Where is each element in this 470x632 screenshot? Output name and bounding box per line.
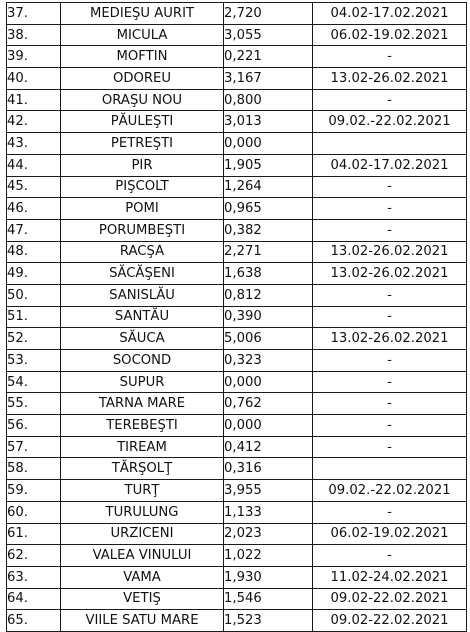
row-number-cell: 57.: [7, 436, 61, 458]
locality-name-cell: VAMA: [61, 566, 224, 588]
period-cell: -: [313, 284, 467, 306]
table-row: [7, 89, 467, 111]
table-row: [7, 306, 467, 328]
period-cell: 13.02-26.02.2021: [313, 328, 467, 350]
locality-name-cell: MOFTIN: [61, 46, 224, 68]
period-cell: -: [313, 545, 467, 567]
value-cell: 3,955: [224, 480, 313, 502]
period-cell: [313, 458, 467, 480]
locality-name-cell: PIŞCOLT: [61, 176, 224, 198]
row-number-cell: 46.: [7, 198, 61, 220]
table-row: [7, 393, 467, 415]
localities-table: [6, 2, 467, 632]
period-cell: -: [313, 219, 467, 241]
locality-name-cell: TIREAM: [61, 436, 224, 458]
table-row: [7, 3, 467, 25]
value-cell: 0,412: [224, 436, 313, 458]
locality-name-cell: RACŞA: [61, 241, 224, 263]
table-row: [7, 46, 467, 68]
locality-name-cell: SĂUCA: [61, 328, 224, 350]
value-cell: 2,271: [224, 241, 313, 263]
value-cell: 0,965: [224, 198, 313, 220]
locality-name-cell: PIR: [61, 154, 224, 176]
period-cell: 13.02-26.02.2021: [313, 241, 467, 263]
value-cell: 1,264: [224, 176, 313, 198]
locality-name-cell: PORUMBEŞTI: [61, 219, 224, 241]
row-number-cell: 59.: [7, 480, 61, 502]
table-row: [7, 545, 467, 567]
value-cell: 0,316: [224, 458, 313, 480]
value-cell: 5,006: [224, 328, 313, 350]
locality-name-cell: URZICENI: [61, 523, 224, 545]
row-number-cell: 38.: [7, 24, 61, 46]
row-number-cell: 52.: [7, 328, 61, 350]
table-row: [7, 480, 467, 502]
row-number-cell: 53.: [7, 350, 61, 372]
table-body: [7, 3, 467, 632]
value-cell: 0,390: [224, 306, 313, 328]
table-row: [7, 219, 467, 241]
table-row: [7, 24, 467, 46]
period-cell: 11.02-24.02.2021: [313, 566, 467, 588]
locality-name-cell: TURŢ: [61, 480, 224, 502]
table-row: [7, 371, 467, 393]
table-row: [7, 133, 467, 155]
period-cell: 09.02.-22.02.2021: [313, 480, 467, 502]
row-number-cell: 37.: [7, 3, 61, 25]
locality-name-cell: VETIŞ: [61, 588, 224, 610]
locality-name-cell: SANISLĂU: [61, 284, 224, 306]
row-number-cell: 58.: [7, 458, 61, 480]
value-cell: 0,762: [224, 393, 313, 415]
row-number-cell: 54.: [7, 371, 61, 393]
period-cell: -: [313, 198, 467, 220]
value-cell: 0,812: [224, 284, 313, 306]
value-cell: 0,221: [224, 46, 313, 68]
value-cell: 1,523: [224, 610, 313, 632]
table-row: [7, 566, 467, 588]
value-cell: 1,638: [224, 263, 313, 285]
table-row: [7, 241, 467, 263]
locality-name-cell: SOCOND: [61, 350, 224, 372]
row-number-cell: 60.: [7, 501, 61, 523]
row-number-cell: 45.: [7, 176, 61, 198]
locality-name-cell: SANTĂU: [61, 306, 224, 328]
value-cell: 1,930: [224, 566, 313, 588]
row-number-cell: 55.: [7, 393, 61, 415]
value-cell: 2,720: [224, 3, 313, 25]
row-number-cell: 63.: [7, 566, 61, 588]
value-cell: 0,323: [224, 350, 313, 372]
period-cell: -: [313, 176, 467, 198]
period-cell: 09.02-22.02.2021: [313, 610, 467, 632]
table-row: [7, 176, 467, 198]
table-row: [7, 523, 467, 545]
period-cell: 09.02.-22.02.2021: [313, 111, 467, 133]
row-number-cell: 40.: [7, 68, 61, 90]
row-number-cell: 62.: [7, 545, 61, 567]
period-cell: 04.02-17.02.2021: [313, 154, 467, 176]
value-cell: 0,000: [224, 133, 313, 155]
row-number-cell: 51.: [7, 306, 61, 328]
period-cell: -: [313, 501, 467, 523]
table-row: [7, 68, 467, 90]
table-row: [7, 350, 467, 372]
period-cell: -: [313, 371, 467, 393]
period-cell: [313, 133, 467, 155]
table-row: [7, 284, 467, 306]
row-number-cell: 49.: [7, 263, 61, 285]
locality-name-cell: ORAŞU NOU: [61, 89, 224, 111]
locality-name-cell: MICULA: [61, 24, 224, 46]
row-number-cell: 56.: [7, 415, 61, 437]
table-row: [7, 111, 467, 133]
locality-name-cell: VALEA VINULUI: [61, 545, 224, 567]
locality-name-cell: PETREŞTI: [61, 133, 224, 155]
locality-name-cell: MEDIEŞU AURIT: [61, 3, 224, 25]
row-number-cell: 65.: [7, 610, 61, 632]
row-number-cell: 39.: [7, 46, 61, 68]
period-cell: 13.02-26.02.2021: [313, 68, 467, 90]
value-cell: 3,013: [224, 111, 313, 133]
period-cell: 04.02-17.02.2021: [313, 3, 467, 25]
locality-name-cell: ODOREU: [61, 68, 224, 90]
value-cell: 0,000: [224, 415, 313, 437]
locality-name-cell: POMI: [61, 198, 224, 220]
locality-name-cell: VIILE SATU MARE: [61, 610, 224, 632]
period-cell: -: [313, 89, 467, 111]
value-cell: 0,382: [224, 219, 313, 241]
locality-name-cell: SUPUR: [61, 371, 224, 393]
value-cell: 2,023: [224, 523, 313, 545]
table-row: [7, 458, 467, 480]
table-row: [7, 263, 467, 285]
value-cell: 1,133: [224, 501, 313, 523]
row-number-cell: 48.: [7, 241, 61, 263]
period-cell: 13.02-26.02.2021: [313, 263, 467, 285]
period-cell: -: [313, 350, 467, 372]
period-cell: 09.02-22.02.2021: [313, 588, 467, 610]
locality-name-cell: PĂULEŞTI: [61, 111, 224, 133]
period-cell: -: [313, 436, 467, 458]
table-row: [7, 415, 467, 437]
locality-name-cell: TĂRŞOLŢ: [61, 458, 224, 480]
locality-name-cell: TARNA MARE: [61, 393, 224, 415]
value-cell: 1,905: [224, 154, 313, 176]
row-number-cell: 44.: [7, 154, 61, 176]
locality-name-cell: TURULUNG: [61, 501, 224, 523]
value-cell: 3,167: [224, 68, 313, 90]
locality-name-cell: SĂCĂŞENI: [61, 263, 224, 285]
table-row: [7, 610, 467, 632]
period-cell: -: [313, 306, 467, 328]
row-number-cell: 43.: [7, 133, 61, 155]
value-cell: 3,055: [224, 24, 313, 46]
value-cell: 1,022: [224, 545, 313, 567]
value-cell: 0,800: [224, 89, 313, 111]
table-row: [7, 501, 467, 523]
value-cell: 1,546: [224, 588, 313, 610]
value-cell: 0,000: [224, 371, 313, 393]
row-number-cell: 47.: [7, 219, 61, 241]
period-cell: -: [313, 415, 467, 437]
row-number-cell: 64.: [7, 588, 61, 610]
table-row: [7, 436, 467, 458]
locality-name-cell: TEREBEŞTI: [61, 415, 224, 437]
row-number-cell: 50.: [7, 284, 61, 306]
table-row: [7, 154, 467, 176]
table-row: [7, 198, 467, 220]
table-row: [7, 328, 467, 350]
period-cell: 06.02-19.02.2021: [313, 523, 467, 545]
row-number-cell: 41.: [7, 89, 61, 111]
period-cell: -: [313, 393, 467, 415]
period-cell: -: [313, 46, 467, 68]
row-number-cell: 61.: [7, 523, 61, 545]
row-number-cell: 42.: [7, 111, 61, 133]
period-cell: 06.02-19.02.2021: [313, 24, 467, 46]
